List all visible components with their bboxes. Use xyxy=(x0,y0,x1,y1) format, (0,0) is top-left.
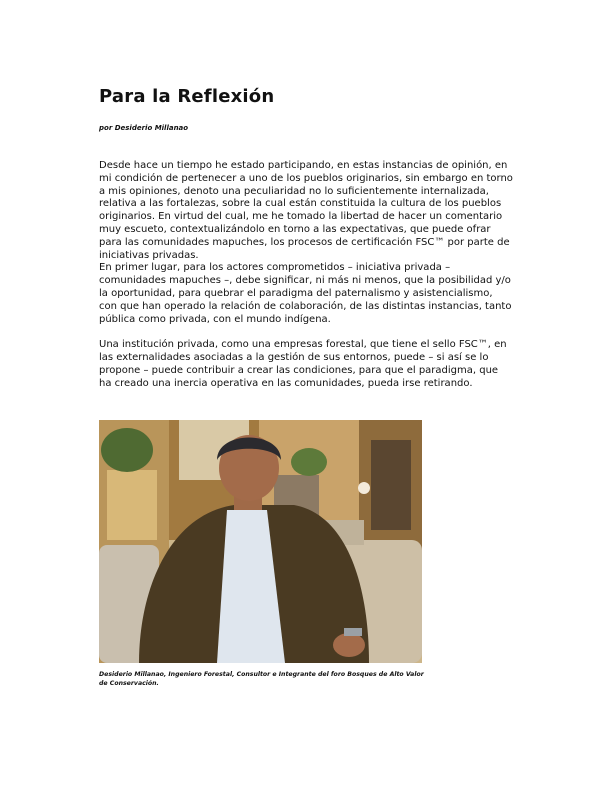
paragraph-2: En primer lugar, para los actores comprometidos – iniciativa privada – comunidades mapuches –, debe significar, ni más ni menos, que la posibilidad y/o la oportunidad, para quebrar el paradigma del paternalismo y asistencialismo, con que han operado la relación de colaboración, de las distintas instancias, tanto pública como privada, con el mundo indígena. xyxy=(99,262,512,325)
paragraph-1: Desde hace un tiempo he estado participando, en estas instancias de opinión, en mi condición de pertenecer a uno de los pueblos originarios, sin embargo en torno a mis opiniones, denoto una peculiaridad no lo suficientemente internalizada, relativa a las fortalezas, sobre la cual están constituida la cultura de los pueblos originarios. En virtud del cual, me he tomado la libertad de hacer un comentario muy escueto, contextualizándolo en torno a las expectativas, que puede ofrar para las comunidades mapuches, los procesos de certificación FSC™ por parte de iniciativas privadas. xyxy=(99,160,513,261)
wood-cabinet xyxy=(107,470,157,540)
page-title: Para la Reflexión xyxy=(99,86,275,107)
lamp-shade xyxy=(358,482,370,494)
hallway-doorway xyxy=(371,440,411,530)
wristwatch xyxy=(344,628,362,636)
author-photo-illustration xyxy=(99,420,422,663)
plant-left xyxy=(101,428,153,472)
hand xyxy=(333,633,365,657)
article-body xyxy=(99,160,513,390)
paragraph-3: Una institución privada, como una empresas forestal, que tiene el sello FSC™, en las externalidades asociadas a la gestión de sus entornos, puede – si así se lo propone – puede contribuir a crear las condiciones, para que el paradigma, que ha creado una inercia operativa en las comunidades, pueda irse retirando. xyxy=(99,339,507,389)
author-byline: por Desiderio Millanao xyxy=(99,124,189,132)
plant-center xyxy=(291,448,327,476)
photo-caption: Desiderio Millanao, Ingeniero Forestal, Consultor e Integrante del foro Bosques de Alto Valor de Conservación. xyxy=(99,671,424,687)
author-photo xyxy=(99,420,422,663)
